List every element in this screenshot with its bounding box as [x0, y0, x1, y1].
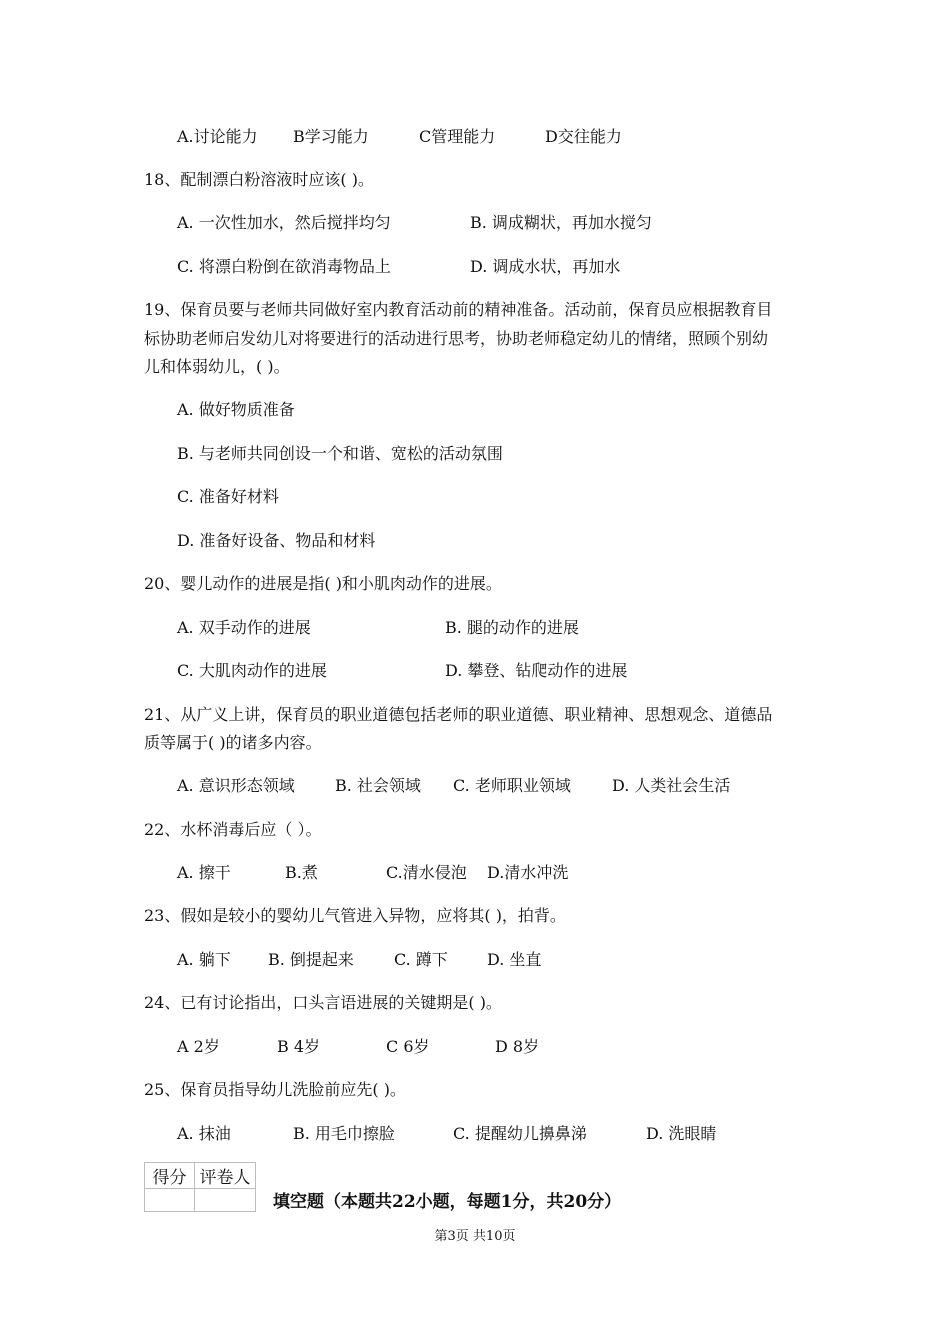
q20-stem: 20、婴儿动作的进展是指( )和小肌肉动作的进展。 [144, 574, 502, 593]
score-header: 得分 [145, 1163, 195, 1189]
q21-option-b: B. 社会领域 [335, 776, 421, 795]
q23-option-c: C. 蹲下 [394, 950, 448, 969]
q18-option-d: D. 调成水状，再加水 [470, 257, 621, 276]
q25-option-a: A. 抹油 [177, 1124, 231, 1143]
q22-option-d: D.清水冲洗 [487, 863, 569, 882]
score-cell [145, 1189, 195, 1212]
q25-option-b: B. 用毛巾擦脸 [293, 1124, 395, 1143]
q25-stem: 25、保育员指导幼儿洗脸前应先( )。 [144, 1080, 406, 1099]
q21-option-a: A. 意识形态领域 [177, 776, 295, 795]
q20-option-a: A. 双手动作的进展 [177, 618, 311, 637]
q21-stem-line-2: 质等属于( )的诸多内容。 [144, 733, 322, 752]
section-title: 填空题（本题共22小题，每题1分，共20分） [273, 1192, 622, 1212]
q24-option-a: A 2岁 [177, 1037, 220, 1056]
q22-option-b: B.煮 [285, 863, 318, 882]
q19-stem-line-2: 标协助老师启发幼儿对将要进行的活动进行思考，协助老师稳定幼儿的情绪，照顾个别幼 [144, 329, 769, 348]
q24-stem: 24、已有讨论指出，口头言语进展的关键期是( )。 [144, 993, 502, 1012]
q17-option-b: B学习能力 [293, 127, 369, 146]
grader-cell [195, 1189, 256, 1212]
q18-option-b: B. 调成糊状，再加水搅匀 [470, 213, 652, 232]
q18-option-c: C. 将漂白粉倒在欲消毒物品上 [177, 257, 391, 276]
page-footer: 第3页 共10页 [434, 1229, 516, 1244]
score-table [144, 1162, 256, 1212]
q22-option-c: C.清水侵泡 [386, 863, 467, 882]
q23-option-b: B. 倒提起来 [268, 950, 354, 969]
q20-option-d: D. 攀登、钻爬动作的进展 [445, 661, 628, 680]
q20-option-c: C. 大肌肉动作的进展 [177, 661, 327, 680]
q21-option-d: D. 人类社会生活 [612, 776, 731, 795]
q23-stem: 23、假如是较小的婴幼儿气管进入异物，应将其( )，拍背。 [144, 906, 566, 925]
q24-option-b: B 4岁 [277, 1037, 321, 1056]
q17-option-c: C管理能力 [419, 127, 496, 146]
q23-option-a: A. 躺下 [177, 950, 231, 969]
q20-option-b: B. 腿的动作的进展 [445, 618, 579, 637]
q17-option-d: D交往能力 [545, 127, 622, 146]
q19-option-a: A. 做好物质准备 [177, 400, 295, 419]
q25-option-c: C. 提醒幼儿擤鼻涕 [453, 1124, 587, 1143]
q19-option-d: D. 准备好设备、物品和材料 [177, 531, 376, 550]
q24-option-c: C 6岁 [386, 1037, 430, 1056]
q24-option-d: D 8岁 [495, 1037, 540, 1056]
q19-stem-line-3: 儿和体弱幼儿，( )。 [144, 357, 290, 376]
q25-option-d: D. 洗眼睛 [646, 1124, 717, 1143]
q19-option-c: C. 准备好材料 [177, 487, 279, 506]
q21-option-c: C. 老师职业领域 [453, 776, 571, 795]
q21-stem-line-1: 21、从广义上讲，保育员的职业道德包括老师的职业道德、职业精神、思想观念、道德品 [144, 705, 773, 724]
q18-option-a: A. 一次性加水，然后搅拌均匀 [177, 213, 391, 232]
q18-stem: 18、配制漂白粉溶液时应该( )。 [144, 170, 374, 189]
q17-option-a: A.讨论能力 [177, 127, 258, 146]
q23-option-d: D. 坐直 [487, 950, 542, 969]
q22-stem: 22、水杯消毒后应（ ）。 [144, 820, 322, 839]
grader-header: 评卷人 [195, 1163, 256, 1189]
q19-option-b: B. 与老师共同创设一个和谐、宽松的活动氛围 [177, 444, 503, 463]
q19-stem-line-1: 19、保育员要与老师共同做好室内教育活动前的精神准备。活动前，保育员应根据教育目 [144, 300, 773, 319]
q22-option-a: A. 擦干 [177, 863, 231, 882]
